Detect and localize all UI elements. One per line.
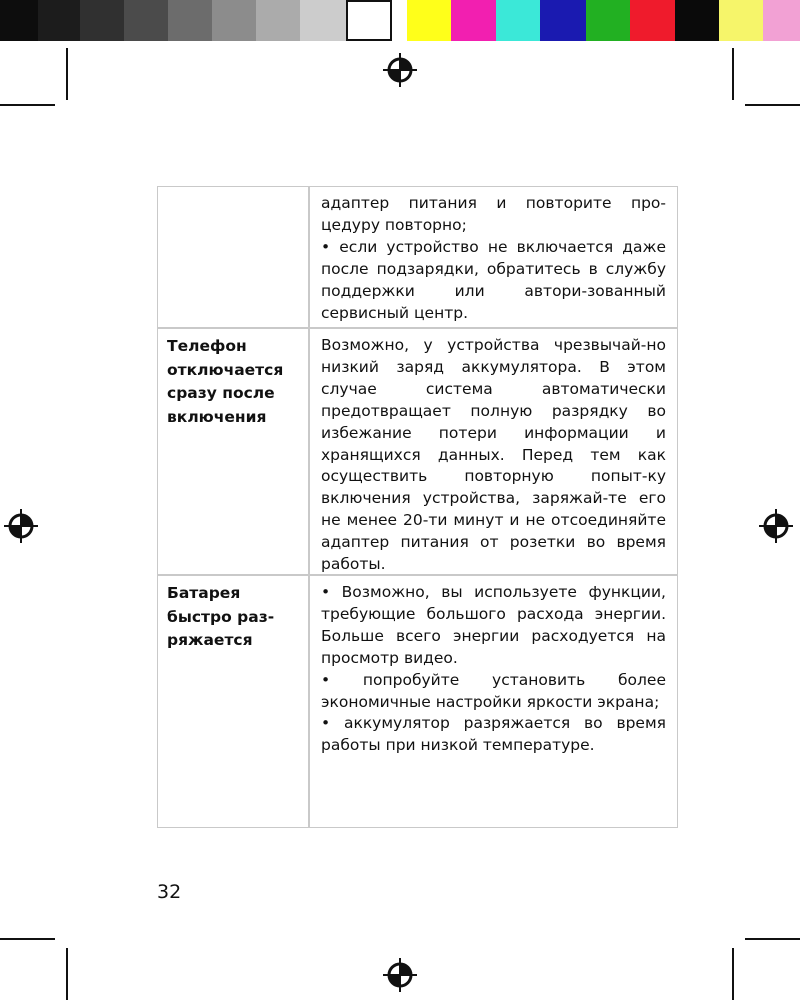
crop-mark [745,938,800,940]
solution-paragraph: • если устройство не включается даже после подзарядки, обратитесь в службу поддержки или автори-зованный сервисный центр. [321,237,666,322]
solution-cell [321,335,666,576]
problem-label [167,335,302,429]
calibration-swatch [346,0,392,41]
calibration-swatch [38,0,80,41]
registration-mark-icon [383,958,417,992]
troubleshooting-table [157,186,678,828]
problem-cell [158,187,310,327]
calibration-swatch [540,0,586,41]
calibration-swatch [407,0,451,41]
crop-mark [66,948,68,1000]
problem-label-line: Телефон [167,337,247,355]
crop-mark [0,104,55,106]
table-row [158,187,677,329]
calibration-swatch [300,0,346,41]
registration-mark-icon [383,53,417,87]
problem-label-line: быстро раз- [167,607,275,626]
registration-mark-icon [4,509,38,543]
solution-cell [321,193,666,324]
calibration-swatch [763,0,800,41]
problem-label-line: Батарея [167,584,241,602]
registration-mark-icon [759,509,793,543]
calibration-swatch [496,0,540,41]
calibration-swatch [719,0,763,41]
calibration-swatch [586,0,630,41]
calibration-swatch [451,0,496,41]
calibration-swatch [168,0,212,41]
calibration-swatch [212,0,256,41]
table-row [158,329,677,576]
problem-label-line: включения [167,407,267,426]
calibration-swatch [256,0,300,41]
solution-paragraph: Возможно, у устройства чрезвычай-но низкий заряд аккумулятора. В этом случае система автоматически предотвращает полную разрядку во избежание потери информации и хранящихся данных. Перед тем как осуществить повторную попыт-ку включения устройства, заряжай-те его не менее 20-ти минут и не отсоединяйте адаптер питания от розетки во время работы. [321,336,666,574]
calibration-swatch [675,0,719,41]
problem-label-line: ряжается [167,631,253,649]
problem-cell [158,576,310,827]
solution-paragraph: адаптер питания и повторите про-цедуру повторно; [321,194,666,234]
color-calibration-bar [0,0,800,44]
solution-paragraph: • аккумулятор разряжается во время работы при низкой температуре. [321,714,666,755]
solution-cell [321,582,666,757]
calibration-swatch [630,0,675,41]
table-row [158,576,677,827]
calibration-swatch [80,0,124,41]
problem-cell [158,329,310,574]
problem-label-line: отключается [167,360,284,379]
calibration-gap [393,0,407,44]
crop-mark [732,948,734,1000]
calibration-swatch [124,0,168,41]
calibration-swatch [0,0,38,41]
crop-mark [732,48,734,100]
problem-label-line: сразу после [167,384,275,402]
page-number: 32 [157,881,182,903]
problem-label [167,582,302,653]
crop-mark [0,938,55,940]
solution-paragraph: • попробуйте установить более экономичные настройки яркости экрана; [321,670,666,711]
crop-mark [66,48,68,100]
crop-mark [745,104,800,106]
solution-paragraph: • Возможно, вы используете функции, требующие большого расхода энергии. Больше всего энергии расходуется на просмотр видео. [321,583,666,667]
